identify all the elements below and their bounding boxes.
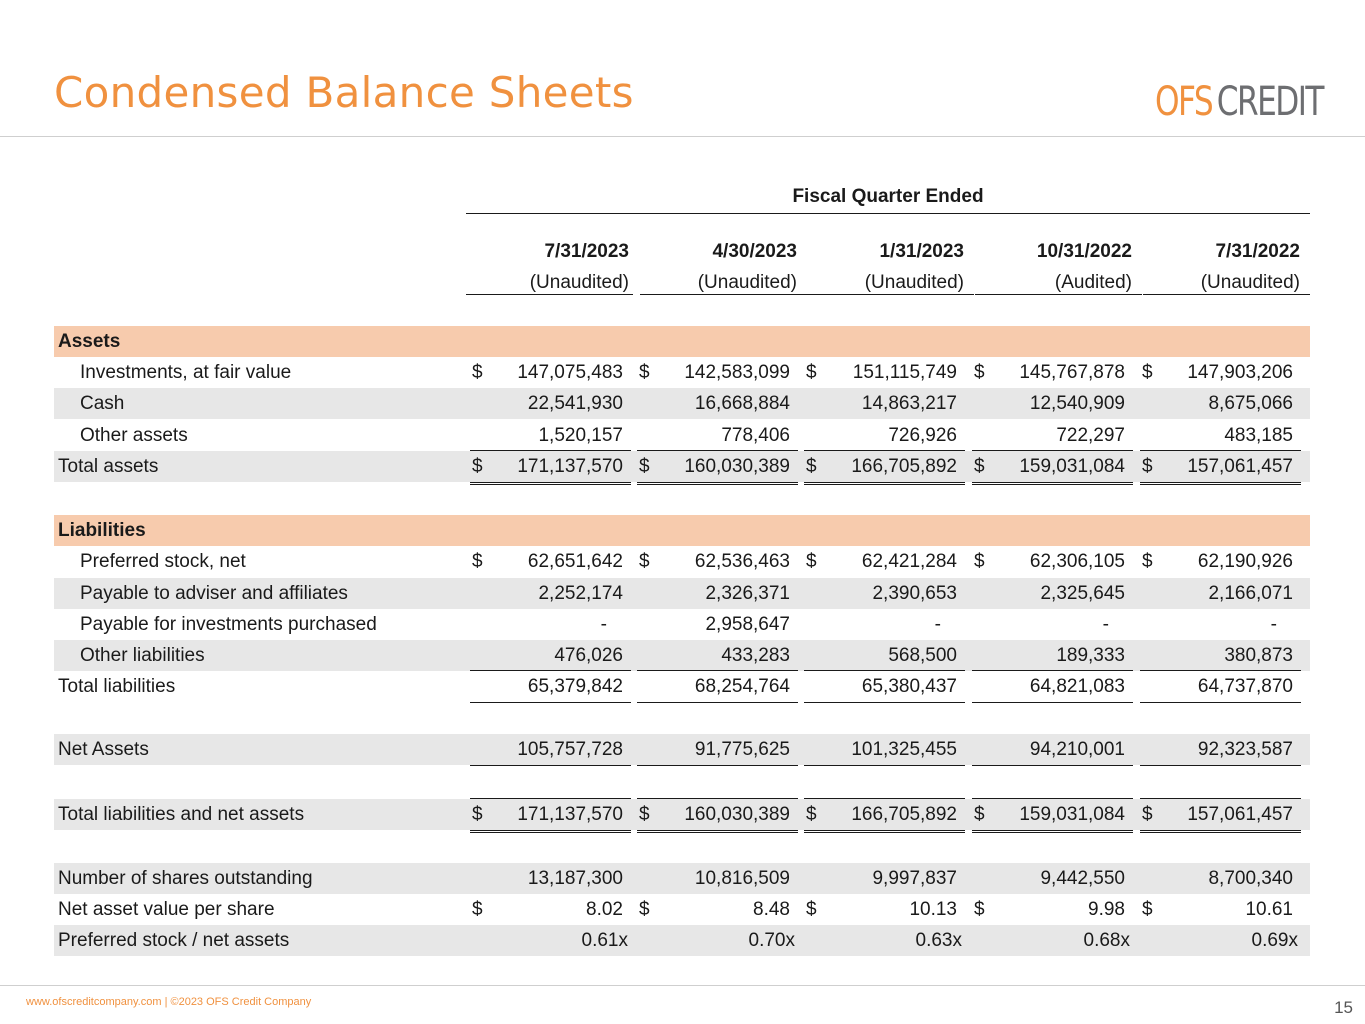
currency-symbol: $ (472, 362, 483, 383)
cell-value: 159,031,084 (1019, 804, 1125, 825)
cell-value: 160,030,389 (684, 456, 790, 477)
cell-value: 2,958,647 (705, 614, 790, 635)
column-header-rule (975, 294, 1142, 295)
table-cell (470, 894, 631, 925)
row-label: Investments, at fair value (80, 362, 292, 383)
column-header (1137, 236, 1300, 298)
table-cell (470, 450, 631, 485)
cell-value: 160,030,389 (684, 804, 790, 825)
table-cell (972, 357, 1133, 388)
cell-value: 14,863,217 (861, 393, 957, 414)
cell-value: 64,821,083 (1029, 676, 1125, 697)
table-cell (637, 609, 798, 640)
cell-value: 157,061,457 (1187, 804, 1293, 825)
currency-symbol: $ (806, 899, 817, 920)
table-cell (637, 546, 798, 577)
cell-value: 10.13 (909, 899, 957, 920)
cell-value: 0.70x (748, 930, 795, 951)
cell-value: 157,061,457 (1187, 456, 1293, 477)
table-row (54, 640, 1310, 671)
period-title-rule (466, 213, 1310, 214)
cell-value: 68,254,764 (694, 676, 790, 697)
table-cell (637, 863, 798, 894)
currency-symbol: $ (1142, 899, 1153, 920)
row-label: Payable for investments purchased (80, 614, 377, 635)
cell-value: 726,926 (888, 425, 957, 446)
period-title: Fiscal Quarter Ended (792, 186, 984, 207)
cell-value: 151,115,749 (852, 362, 957, 383)
table-row (54, 671, 1310, 702)
table-cell (804, 357, 965, 388)
table-cell (804, 863, 965, 894)
table-cell (804, 546, 965, 577)
table-cell (470, 357, 631, 388)
table-cell (1140, 546, 1301, 577)
table-cell (637, 798, 798, 833)
column-status: (Unaudited) (864, 272, 964, 293)
table-cell (1140, 420, 1301, 451)
table-cell (972, 546, 1133, 577)
column-date: 7/31/2022 (1215, 241, 1300, 262)
table-cell (470, 925, 631, 956)
currency-symbol: $ (974, 899, 985, 920)
table-cell (1140, 798, 1301, 833)
cell-value: 142,583,099 (684, 362, 790, 383)
cell-value: 2,326,371 (705, 583, 790, 604)
currency-symbol: $ (1142, 804, 1153, 825)
row-label: Total liabilities and net assets (58, 804, 305, 825)
cell-value: 62,306,105 (1029, 551, 1125, 572)
row-label: Net Assets (58, 739, 149, 760)
cell-value: 2,390,653 (872, 583, 957, 604)
currency-symbol: $ (974, 456, 985, 477)
table-row (54, 925, 1310, 956)
row-label: Cash (80, 393, 125, 414)
currency-symbol: $ (472, 804, 483, 825)
row-label: Liabilities (58, 520, 146, 541)
column-date: 7/31/2023 (544, 241, 629, 262)
currency-symbol: $ (639, 899, 650, 920)
table-cell (972, 670, 1133, 703)
cell-value: 2,252,174 (538, 583, 623, 604)
cell-value: 62,190,926 (1197, 551, 1293, 572)
table-cell (804, 734, 965, 766)
table-cell (1140, 925, 1301, 956)
section-header-row (54, 326, 1310, 357)
cell-value: 722,297 (1056, 425, 1125, 446)
cell-value: 16,668,884 (694, 393, 790, 414)
table-cell (637, 388, 798, 419)
cell-value: 64,737,870 (1197, 676, 1293, 697)
column-date: 10/31/2022 (1036, 241, 1132, 262)
table-cell (637, 894, 798, 925)
currency-symbol: $ (472, 899, 483, 920)
cell-value: 1,520,157 (538, 425, 623, 446)
cell-value: 9,997,837 (872, 868, 957, 889)
currency-symbol: $ (974, 362, 985, 383)
table-cell (972, 420, 1133, 451)
column-header (969, 236, 1132, 298)
cell-value: 0.68x (1083, 930, 1130, 951)
table-row (54, 388, 1310, 419)
table-row (54, 734, 1310, 765)
table-cell (1140, 388, 1301, 419)
table-cell (804, 925, 965, 956)
row-label: Preferred stock / net assets (58, 930, 290, 951)
table-row (54, 357, 1310, 388)
table-row (54, 894, 1310, 925)
currency-symbol: $ (806, 362, 817, 383)
column-header-rule (640, 294, 807, 295)
cell-value: - (934, 614, 941, 635)
cell-value: 105,757,728 (517, 739, 623, 760)
table-cell (1140, 863, 1301, 894)
logo-ofs: OFS (1155, 79, 1213, 125)
currency-symbol: $ (1142, 456, 1153, 477)
table-cell (804, 450, 965, 485)
page-number: 15 (1334, 998, 1353, 1017)
cell-value: 380,873 (1224, 645, 1293, 666)
table-cell (1140, 670, 1301, 703)
cell-value: 483,185 (1224, 425, 1293, 446)
cell-value: 147,903,206 (1187, 362, 1293, 383)
table-cell (972, 388, 1133, 419)
cell-value: 433,283 (721, 645, 790, 666)
table-cell (470, 388, 631, 419)
table-cell (470, 798, 631, 833)
cell-value: 62,651,642 (527, 551, 623, 572)
currency-symbol: $ (639, 456, 650, 477)
cell-value: 101,325,455 (851, 739, 957, 760)
footer-divider (0, 985, 1365, 986)
table-cell (470, 609, 631, 640)
cell-value: 476,026 (554, 645, 623, 666)
section-header-row (54, 515, 1310, 546)
footer-text: www.ofscreditcompany.com | ©2023 OFS Credit Company (26, 996, 312, 1008)
cell-value: 171,137,570 (517, 456, 623, 477)
table-cell (972, 578, 1133, 609)
cell-value: 8,700,340 (1208, 868, 1293, 889)
column-header-rule (466, 294, 633, 295)
row-label: Payable to adviser and affiliates (80, 583, 348, 604)
table-row (54, 420, 1310, 451)
cell-value: 0.63x (915, 930, 962, 951)
cell-value: 189,333 (1056, 645, 1125, 666)
row-label: Assets (58, 331, 121, 352)
cell-value: 12,540,909 (1029, 393, 1125, 414)
table-cell (637, 734, 798, 766)
cell-value: 8.02 (586, 899, 623, 920)
table-cell (637, 420, 798, 451)
row-label: Net asset value per share (58, 899, 275, 920)
currency-symbol: $ (472, 551, 483, 572)
cell-value: 13,187,300 (527, 868, 623, 889)
table-cell (1140, 578, 1301, 609)
table-cell (972, 450, 1133, 485)
table-cell (637, 640, 798, 671)
table-cell (972, 640, 1133, 671)
table-row (54, 546, 1310, 577)
table-cell (1140, 894, 1301, 925)
cell-value: 171,137,570 (517, 804, 623, 825)
cell-value: 159,031,084 (1019, 456, 1125, 477)
table-cell (470, 546, 631, 577)
column-date: 1/31/2023 (879, 241, 964, 262)
table-cell (804, 670, 965, 703)
cell-value: 568,500 (888, 645, 957, 666)
column-header (466, 236, 629, 298)
table-row (54, 609, 1310, 640)
currency-symbol: $ (639, 551, 650, 572)
cell-value: - (1102, 614, 1109, 635)
cell-value: 62,536,463 (694, 551, 790, 572)
table-row (54, 799, 1310, 830)
column-status: (Unaudited) (697, 272, 797, 293)
table-cell (804, 894, 965, 925)
table-cell (972, 798, 1133, 833)
column-date: 4/30/2023 (712, 241, 797, 262)
row-label: Total liabilities (58, 676, 176, 697)
column-status: (Unaudited) (529, 272, 629, 293)
table-cell (804, 640, 965, 671)
table-cell (470, 420, 631, 451)
column-header (634, 236, 797, 298)
cell-value: 145,767,878 (1019, 362, 1125, 383)
table-cell (1140, 357, 1301, 388)
logo-credit: CREDIT (1216, 79, 1323, 125)
cell-value: 8.48 (753, 899, 790, 920)
column-status: (Unaudited) (1200, 272, 1300, 293)
table-cell (804, 388, 965, 419)
table-cell (637, 357, 798, 388)
cell-value: 10.61 (1245, 899, 1293, 920)
table-cell (804, 578, 965, 609)
cell-value: 778,406 (721, 425, 790, 446)
cell-value: - (600, 614, 607, 635)
table-cell (972, 863, 1133, 894)
row-label: Total assets (58, 456, 159, 477)
cell-value: 62,421,284 (861, 551, 957, 572)
column-status: (Audited) (1054, 272, 1132, 293)
cell-value: 92,323,587 (1197, 739, 1293, 760)
table-cell (637, 450, 798, 485)
cell-value: 22,541,930 (527, 393, 623, 414)
column-header (801, 236, 964, 298)
table-row (54, 863, 1310, 894)
table-row (54, 451, 1310, 482)
cell-value: 0.69x (1251, 930, 1298, 951)
cell-value: 65,379,842 (527, 676, 623, 697)
row-label: Preferred stock, net (80, 551, 246, 572)
table-cell (1140, 734, 1301, 766)
cell-value: - (1270, 614, 1277, 635)
currency-symbol: $ (472, 456, 483, 477)
table-cell (637, 578, 798, 609)
cell-value: 91,775,625 (694, 739, 790, 760)
currency-symbol: $ (806, 804, 817, 825)
row-label: Other assets (80, 425, 188, 446)
table-cell (637, 925, 798, 956)
currency-symbol: $ (974, 804, 985, 825)
table-cell (1140, 450, 1301, 485)
page-title: Condensed Balance Sheets (54, 68, 634, 117)
table-cell (470, 670, 631, 703)
cell-value: 8,675,066 (1208, 393, 1293, 414)
row-label: Number of shares outstanding (58, 868, 313, 889)
table-cell (972, 894, 1133, 925)
currency-symbol: $ (639, 362, 650, 383)
table-cell (1140, 640, 1301, 671)
cell-value: 94,210,001 (1029, 739, 1125, 760)
table-cell (637, 670, 798, 703)
table-cell (804, 798, 965, 833)
cell-value: 0.61x (581, 930, 628, 951)
table-cell (972, 734, 1133, 766)
currency-symbol: $ (806, 456, 817, 477)
table-cell (470, 640, 631, 671)
table-row (54, 578, 1310, 609)
table-cell (804, 609, 965, 640)
cell-value: 9,442,550 (1040, 868, 1125, 889)
table-cell (470, 734, 631, 766)
cell-value: 9.98 (1088, 899, 1125, 920)
cell-value: 166,705,892 (851, 456, 957, 477)
table-cell (1140, 609, 1301, 640)
cell-value: 2,166,071 (1208, 583, 1293, 604)
table-cell (470, 863, 631, 894)
column-header-rule (1143, 294, 1310, 295)
currency-symbol: $ (974, 551, 985, 572)
cell-value: 10,816,509 (694, 868, 790, 889)
currency-symbol: $ (806, 551, 817, 572)
table-cell (804, 420, 965, 451)
cell-value: 166,705,892 (851, 804, 957, 825)
currency-symbol: $ (1142, 362, 1153, 383)
currency-symbol: $ (1142, 551, 1153, 572)
column-header-rule (807, 294, 974, 295)
table-cell (470, 578, 631, 609)
row-label: Other liabilities (80, 645, 205, 666)
currency-symbol: $ (639, 804, 650, 825)
cell-value: 65,380,437 (861, 676, 957, 697)
table-cell (972, 925, 1133, 956)
cell-value: 2,325,645 (1040, 583, 1125, 604)
table-cell (972, 609, 1133, 640)
cell-value: 147,075,483 (517, 362, 623, 383)
